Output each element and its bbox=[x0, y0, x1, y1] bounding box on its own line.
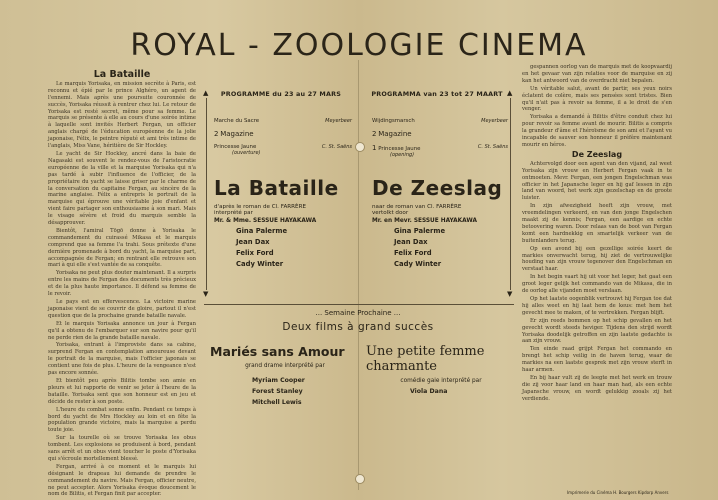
page-title: ROYAL - ZOOLOGIE CINEMA bbox=[130, 28, 588, 63]
feature-nl bbox=[372, 176, 512, 270]
french-synopsis bbox=[48, 69, 196, 498]
synopsis-paragraph: En bij haar vult zij de leegte met het werk en trouw die zij voor haar land en haar man had, als een echte Japansche vrouw, en wordt gelukkig zooals zij het verdiende. bbox=[522, 374, 672, 402]
synopsis-paragraph: gespannen oorlog van de marquis met de koopvaardij en het gevaar van zijn relaties voor de marquise en zij kan het antwoord van de overdracht niet bepalen. bbox=[522, 64, 672, 84]
program-nl-items bbox=[372, 118, 508, 158]
synopsis-paragraph: Sur la tourelle où se trouve Yorisaka les obus tombent. Les explosions se produisent à bord, pendant sans arrêt et un obus vient toucher le poste d'Yorisaka qui s'écroule mortellement blessé. bbox=[48, 435, 196, 462]
feature-stars: Mr. en Mevr. SESSUE HAYAKAWA bbox=[372, 218, 477, 224]
synopsis-paragraph: Et bientôt peu après Bilitis tombe son amie en pleurs et lui rapporte de venir se jeter à l'heure de la bataille. Yorisaka sent que son honneur est en jeu et décide de rester à son poste. bbox=[48, 377, 196, 405]
item-name: Marche du Sacre bbox=[214, 118, 260, 124]
synopsis-paragraph: Op het laatste oogenblik vertrouwt hij Fergan toe dat hij alles weet en hij laat hem de keus: met hem het gevecht mee te maken, of te vertrekken. Fergan blijft. bbox=[522, 296, 672, 316]
divider bbox=[510, 98, 511, 290]
synopsis-paragraph: Achtervolgd door een agent van den vijand, zal weet Yorisaka zijn vrouw en Herbert Fergan vaak in te ontmoeten. Mevr. Fergan, een jongen Engelschman was officier in het Japansche leger en hij gaf lessen in zijn land van woord, het werk zijn gezelschap en de groote luister. bbox=[522, 160, 672, 202]
divider bbox=[204, 304, 514, 305]
punch-hole bbox=[355, 142, 365, 152]
cast-member: Viola Dana bbox=[410, 388, 448, 395]
arrow-up-icon: ▲ bbox=[507, 89, 513, 97]
item-number: 2 bbox=[214, 130, 219, 138]
cast-member: Jean Dax bbox=[236, 238, 270, 246]
synopsis-paragraph: Er zijn reeds bommen op het schip gevallen en het gevecht wordt steeds heviger. Tijdens den strijd wordt Yorisaka doodelijk getroffen en zijn laatste gedachte is aan zijn vrouw. bbox=[522, 317, 672, 345]
program-nl bbox=[364, 89, 513, 98]
feature-cast bbox=[214, 226, 354, 270]
feature-interprete: interprété par bbox=[214, 210, 253, 216]
item-name: Magazine bbox=[378, 130, 412, 138]
film-a-title: Mariés sans Amour bbox=[210, 344, 345, 359]
cast-member: Cady Winter bbox=[394, 260, 442, 268]
synopsis-heading: La Bataille bbox=[93, 69, 151, 80]
synopsis-paragraph: Et le marquis Yorisaka annonce un jour à Fergan qu'il a obtenu de l'embarquer sur son navire pour qu'il ne perde rien de la grande bataille navale. bbox=[48, 320, 196, 341]
synopsis-paragraph: Fergan, arrivé à ce moment et le marquis lui désignant le drapeau lui demande de prendre le commandement du navire. Mais Fergan, officier neutre, ne peut accepter. Alors Yorisaka évoque doucement le nom de Bilitis, et Fergan finit par accepter. bbox=[48, 463, 196, 498]
film-a-cast bbox=[210, 375, 360, 408]
cast-member: Gina Palerme bbox=[394, 227, 446, 235]
feature-fr bbox=[214, 176, 354, 270]
feature-cast bbox=[372, 226, 512, 270]
film-a-sub: grand drame interprété par bbox=[245, 363, 325, 369]
arrow-down-icon: ▼ bbox=[507, 290, 513, 298]
program-nl-heading: PROGRAMMA van 23 tot 27 MAART bbox=[371, 90, 503, 98]
divider bbox=[206, 98, 207, 290]
film-b-cast bbox=[366, 386, 516, 397]
synopsis-paragraph: Le marquis Yorisaka, en mission secrète à Paris, est reconnu et épié par le prince Alghéro, un agent de l'ennemi. Mais après une poursuite couronnée de succès, Yorisaka réussit à rentrer chez lui. Le retour de Yorisaka est resté secret, même pour sa femme. Le marquis se présente à elle au cours d'une soirée intime à laquelle sont invités Herbert Fergan, un officier anglais chargé de l'éducation européenne de la jolie japonaise, Félix, le peintre réputé et ami très intime de l'anglais, Miss Vane, héritière de Sir Hockley. bbox=[48, 80, 196, 150]
synopsis-paragraph: L'heure du combat sonne enfin. Pendant ce temps à bord du yacht de Mrs Hockley au loin et en fête la population grande victoire, mais la marquise a perdu toute joie. bbox=[48, 406, 196, 434]
cast-member: Felix Ford bbox=[394, 249, 432, 257]
cast-member: Gina Palerme bbox=[236, 227, 288, 235]
item-name: Wijdingsmarsch bbox=[372, 118, 415, 124]
film-b-title: Une petite femme charmante bbox=[366, 344, 485, 374]
synopsis-paragraph: Yorisaka ne peut plus douter maintenant. Il a surpris entre les mains de Fergan des documents très précieux et de la plus haute importance. Il défend sa femme de le revoir. bbox=[48, 270, 196, 298]
cast-member: Jean Dax bbox=[394, 238, 428, 246]
synopsis-paragraph: Un véritable salut, avant de partir, ses yeux noirs éclatent de colère, mais ses pensées sont tristes. Bien qu'il n'ait pas à revoir sa femme, il a le droit de s'en venger. bbox=[522, 85, 672, 113]
program-item bbox=[214, 130, 352, 138]
synopsis-paragraph: Yorisaka a demandé à Bilitis d'être conduit chez lui pour revoir sa femme avant de mourir. Bilitis a compris la grandeur d'âme et l'héroïsme de son ami et l'ayant vu incapable de sauver son honneur il préfère maintenant mourir en héros. bbox=[522, 114, 672, 148]
cast-member: Cady Winter bbox=[236, 260, 284, 268]
cast-member: Mitchell Lewis bbox=[252, 399, 302, 406]
synopsis-paragraph: In het begin vaart hij uit voor het leger, het gaat een groot leger gelijk het commando van de Mikasa, die in de oorlog alle vijanden moet verslaan. bbox=[522, 274, 672, 295]
semaine-prochaine: ... Semaine Prochaine ... bbox=[315, 309, 401, 317]
synopsis-paragraph: Ten einde raad grijpt Fergan het commando en brengt het schip veilig in de haven terug, waar de markies na een laatste gesprek met zijn vrouw sterft in haar armen. bbox=[522, 346, 672, 374]
printer-credit: Imprimerie du Cinéma H. Bourgers Kipdorp Anvers bbox=[567, 490, 669, 495]
program-fr-heading: PROGRAMME du 23 au 27 MARS bbox=[220, 90, 342, 98]
program-fr-items bbox=[214, 118, 352, 156]
synopsis-paragraph: Le yacht de Sir Hockley, ancré dans la baie de Nagasaki est souvent le rendez-vous de l'aristocratie européenne de la ville et la marquise Yorisaka qui n'a pas tardé à subir l'influence de l'officier, de la propriétaire du yacht se laisse griser par le charme de la conversation du capitaine Fergan, au sincère de la marine anglaise. Félix a entrepris le portrait de la marquise qui éprouve une véritable joie d'enfant et vient faire partager son enthousiasme à son mari. Mais le visage sévère et froid du marquis semble la désapprouver. bbox=[48, 150, 196, 227]
cast-member: Forest Stanley bbox=[252, 388, 303, 395]
arrow-up-icon: ▲ bbox=[203, 89, 209, 97]
upcoming-film-b bbox=[366, 344, 516, 397]
item-composer: C. St. Saëns bbox=[477, 144, 508, 150]
item-name: Princesse Jaune bbox=[214, 144, 257, 150]
synopsis-heading: De Zeeslag bbox=[571, 149, 623, 159]
item-name: Princesse Jaune bbox=[378, 146, 421, 152]
item-number: 2 bbox=[372, 130, 377, 138]
synopsis-paragraph: Bientôt, l'amiral Tōgō donne à Yorisaka le commandement du cuirassé Mikasa et le marquis comprend que sa femme l'a trahi. Sous prétexte d'une dernière promenade à bord du yacht, la marquise part, accompagnée de Fergan; en rentrant elle retrouve son mari à qui elle s'est vantée de sa conquête. bbox=[48, 227, 196, 269]
item-composer: C. St. Saëns bbox=[321, 144, 352, 150]
item-number: 1 bbox=[372, 144, 377, 152]
item-composer: Meyerbeer bbox=[325, 118, 352, 124]
item-sub: (opening) bbox=[390, 152, 415, 158]
feature-stars: Mr. & Mme. SESSUE HAYAKAWA bbox=[214, 218, 317, 224]
upcoming-film-a bbox=[210, 344, 360, 408]
deux-films: Deux films à grand succès bbox=[282, 321, 434, 333]
feature-interprete: vertolkt door bbox=[372, 210, 409, 216]
feature-title: De Zeeslag bbox=[372, 176, 503, 200]
program-item bbox=[372, 130, 508, 138]
item-composer: Meyerbeer bbox=[481, 118, 508, 124]
center-fold bbox=[358, 60, 359, 490]
feature-author: d'après le roman de Cl. FARRÈRE bbox=[214, 204, 306, 210]
program-item bbox=[372, 118, 508, 124]
item-sub: (ouverture) bbox=[232, 150, 261, 156]
cast-member: Myriam Cooper bbox=[252, 377, 305, 384]
dutch-synopsis bbox=[522, 64, 672, 488]
synopsis-paragraph: In zijn afwezigheid heeft zijn vrouw, met vreemdelingen verkeerd, en van den jonge Engelschen maakt zij de kennis; Fergan, een aardige en echte betoovering waren. Door relaas van de boot van Fergan komt een hardnekkig en smartelijk verkeer van de buitenlanders terug. bbox=[522, 203, 672, 244]
feature-title: La Bataille bbox=[214, 176, 339, 200]
cast-member: Felix Ford bbox=[236, 249, 274, 257]
punch-hole bbox=[355, 474, 365, 484]
program-item bbox=[372, 144, 508, 152]
synopsis-paragraph: Yorisaka, entrant à l'improviste dans sa cabine, surprend Fergan en contemplation amoureuse devant le portrait de la marquise, mais l'officier japonais se contient une fois de plus. L'heure de la vengeance n'est pas encore sonnée. bbox=[48, 342, 196, 377]
film-b-sub: comédie gaie interprété par bbox=[400, 378, 482, 384]
synopsis-paragraph: Le pays est en effervescence. La victoire marine japonaise vient de se couvrir de gloire, partout il n'est question que de la prochaine grande bataille navale. bbox=[48, 299, 196, 319]
feature-author: naar de roman van Cl. FARRÈRE bbox=[372, 204, 462, 210]
program-fr bbox=[208, 90, 354, 98]
item-name: Magazine bbox=[220, 130, 254, 138]
program-item bbox=[214, 118, 352, 124]
synopsis-paragraph: Op een avond bij een gezellige soirée keert de markies onverwacht terug, hij ziet de vertrouwelijke houding van zijn vrouw tegenover den Engelschman en verstaat haar. bbox=[522, 245, 672, 273]
arrow-down-icon: ▼ bbox=[203, 290, 209, 298]
